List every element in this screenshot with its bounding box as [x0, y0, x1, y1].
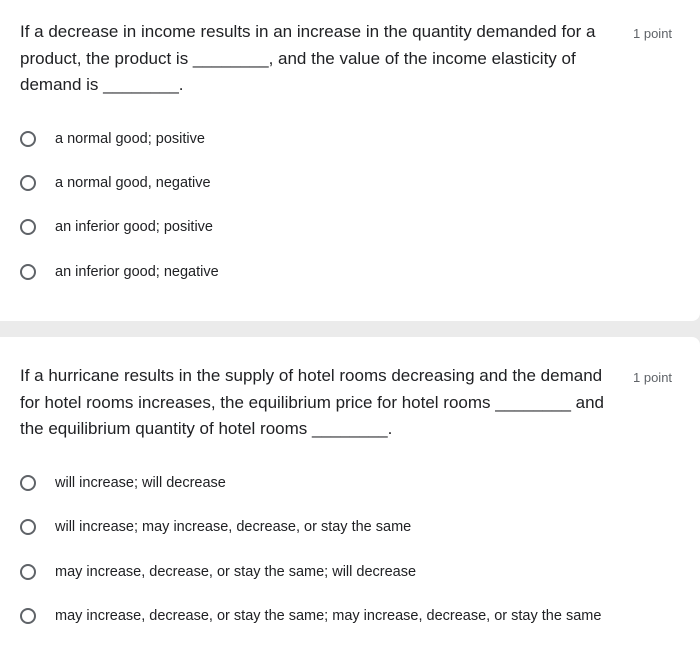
answer-option[interactable]	[20, 604, 601, 628]
radio-button-icon[interactable]	[20, 519, 36, 535]
answer-option[interactable]	[20, 471, 226, 495]
answer-option[interactable]	[20, 127, 205, 151]
option-label: may increase, decrease, or stay the same; may increase, decrease, or stay the same	[55, 608, 602, 624]
question-text: If a decrease in income results in an increase in the quantity demanded for a product, the product is ________, and the value of the income elasticity of demand is ________.	[20, 22, 596, 94]
radio-button-icon[interactable]	[20, 264, 36, 280]
option-label: may increase, decrease, or stay the same; will decrease	[55, 564, 417, 580]
option-label: an inferior good; negative	[55, 264, 219, 280]
answer-option[interactable]	[20, 260, 219, 284]
question-card	[0, 0, 700, 321]
radio-button-icon[interactable]	[20, 219, 36, 235]
radio-button-icon[interactable]	[20, 131, 36, 147]
answer-option[interactable]	[20, 515, 411, 539]
answer-option[interactable]	[20, 560, 416, 584]
question-card	[0, 337, 700, 667]
option-label: an inferior good; positive	[55, 219, 213, 235]
option-label: will increase; will decrease	[55, 475, 226, 491]
radio-button-icon[interactable]	[20, 608, 36, 624]
option-label: will increase; may increase, decrease, or stay the same	[55, 519, 412, 535]
points-label: 1 point	[633, 26, 673, 41]
radio-button-icon[interactable]	[20, 475, 36, 491]
radio-button-icon[interactable]	[20, 564, 36, 580]
radio-button-icon[interactable]	[20, 175, 36, 191]
option-label: a normal good, negative	[55, 175, 211, 191]
option-label: a normal good; positive	[55, 131, 205, 147]
answer-option[interactable]	[20, 215, 213, 239]
question-text: If a hurricane results in the supply of hotel rooms decreasing and the demand for hotel rooms increases, the equilibrium price for hotel rooms ________ and the equilibrium quantity of hotel rooms ________.	[20, 366, 604, 438]
points-label: 1 point	[633, 370, 673, 385]
answer-option[interactable]	[20, 171, 211, 195]
